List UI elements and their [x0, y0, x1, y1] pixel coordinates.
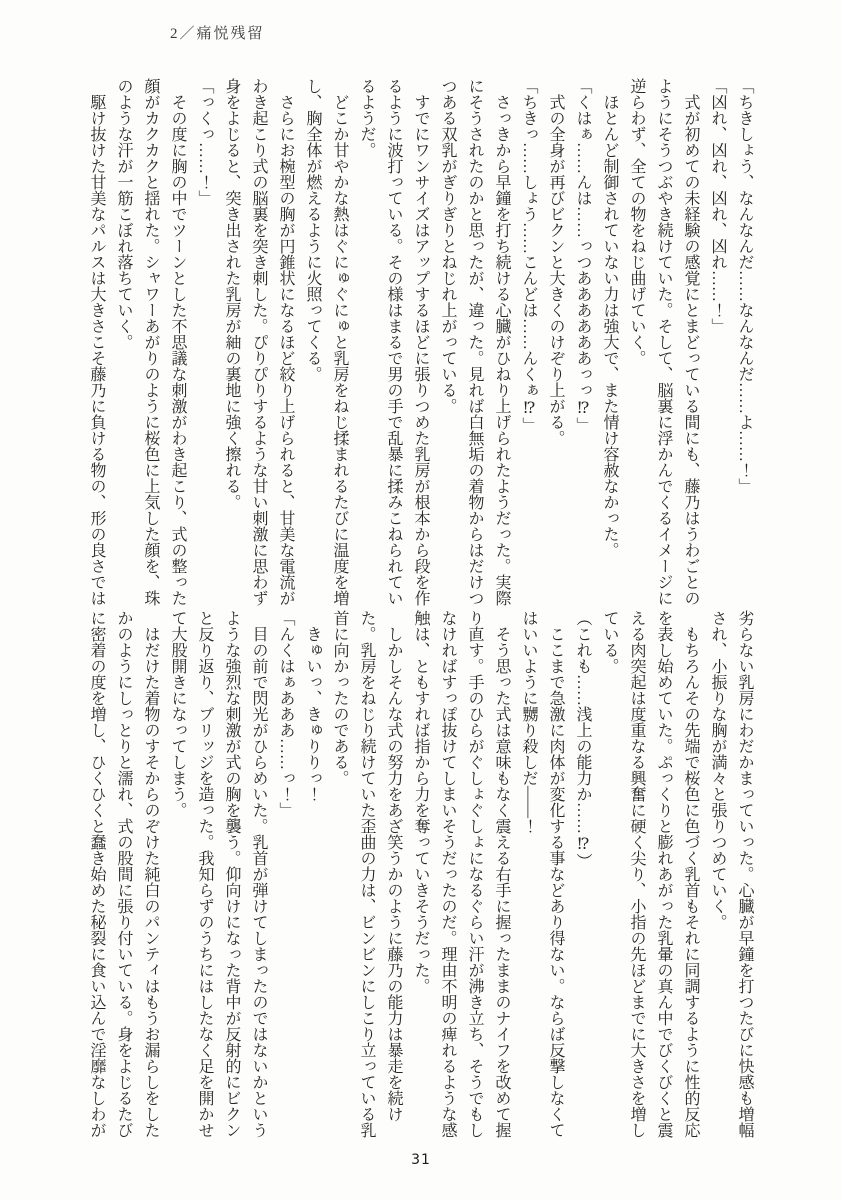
text-line: され、小振りな胸が満々と張りつめていく。	[709, 610, 726, 930]
text-line: ほとんど制御されていない力は強大で、また情け容赦なかった。	[601, 78, 618, 558]
text-line: 式が初めての未経験の感覚にとまどっている間にも、藤乃はうわごとの	[682, 78, 699, 606]
text-line: 「っくっ……！」	[196, 78, 213, 206]
text-line: すでにワンサイズはアップするほどに張りつめた乳房が根本から段を作	[412, 78, 429, 606]
text-line: はいいように嬲り殺しだ——！	[520, 610, 537, 834]
text-block-upper	[83, 78, 758, 608]
text-line: かのようにしっとりと濡れ、式の股間に張り付いている。身をよじるたび	[115, 610, 132, 1138]
text-line: どこか甘やかな熱はぐにゅぐにゅと乳房をねじ揉まれるたびに温度を増	[331, 78, 348, 606]
text-line: もちろんその先端で桜色に色づく乳首もそれに同調するように性的反応	[682, 610, 699, 1138]
text-line: り直す。手のひらがぐしょぐしょになるぐらい汗が沸き立ち、そうでもし	[466, 610, 483, 1138]
text-line: 「くはぁ……んは……っつああああああっっ⁉」	[574, 78, 591, 433]
text-line: はだけた着物のすそからのぞけた純白のパンティはもうお漏らしをした	[142, 610, 159, 1138]
text-line: と反り返り、ブリッジを造った。我知らずのうちにはしたなく足を開かせ	[196, 610, 213, 1138]
text-line: 劣らない乳房にわだかまっていった。心臓が早鐘を打つたびに快感も増幅	[736, 610, 753, 1138]
text-line: きゅいっ、きゅりりっ！	[304, 610, 321, 802]
text-line: 駆け抜けた甘美なパルスは大きさこそ藤乃に負ける物の、形の良さでは	[88, 78, 105, 606]
text-line: し、胸全体が燃えるように火照ってくる。	[304, 78, 321, 382]
text-line: に密着の度を増し、ひくひくと蠢き始めた秘裂に食い込んで淫靡なしわが	[88, 610, 105, 1138]
text-line: た。乳房をねじり続けていた歪曲の力は、ビンビンにしこり立っている乳	[358, 610, 375, 1138]
text-line: 式の全身が再びビクンと大きくのけぞり上がる。	[547, 78, 564, 446]
text-line: にそうされたのかと思ったが、違った。見れば白無垢の着物からはだけつ	[466, 78, 483, 606]
text-line: 目の前で閃光がひらめいた。乳首が弾けてしまったのではないかという	[250, 610, 267, 1138]
text-line: さらにお椀型の胸が円錐状になるほど絞り上げられると、甘美な電流が	[277, 78, 294, 606]
text-line: さっきから早鐘を打ち続ける心臓がひねり上げられたようだった。実際	[493, 78, 510, 606]
text-line: を表し始めていた。ぷっくりと膨れあがった乳暈の真ん中でびくびくと震	[655, 610, 672, 1138]
text-line: 「ちきっ……しょう……こんどは……んくぁ⁉」	[520, 78, 537, 433]
text-line: ここまで急激に肉体が変化する事などあり得ない。ならば反撃しなくて	[547, 610, 564, 1138]
text-line: える肉突起は度重なる興奮に硬く尖り、小指の先ほどまでに大きさを増し	[628, 610, 645, 1138]
text-line: 身をよじると、突き出された乳房が紬の裏地に強く擦れる。	[223, 78, 240, 510]
text-line: なければすっぽ抜けてしまいそうだったのだ。理由不明の痺れるような感	[439, 610, 456, 1138]
chapter-header: 2／痛悦残留	[170, 26, 265, 42]
text-line: ような強烈な刺激が式の胸を襲う。仰向けになった背中が反射的にビクン	[223, 610, 240, 1138]
text-block-lower	[83, 610, 758, 1140]
text-line: そう思った式は意味もなく震える右手に握ったままのナイフを改めて握	[493, 610, 510, 1138]
text-line: 触は、ともすれば指から力を奪っていきそうだった。	[412, 610, 429, 994]
text-line: るようだ。	[358, 78, 375, 158]
text-line: 逆らわず、全ての物をねじ曲げていく。	[628, 78, 645, 366]
text-line: るように波打っている。その様はまるで男の手で乱暴に揉みこねられてい	[385, 78, 402, 606]
text-line: 「凶れ、凶れ、凶れ、凶れ……！」	[709, 78, 726, 334]
text-line: しかしそんな式の努力をあざ笑うかのように藤乃の能力は暴走を続け	[385, 610, 402, 1122]
page-number: 31	[411, 1152, 431, 1168]
text-line: その度に胸の中でツーンとした不思議な刺激がわき起こり、式の整った	[169, 78, 186, 606]
text-line: つある双乳がぎりぎりとねじれ上がっている。	[439, 78, 456, 414]
text-line: のような汗が一筋こぼれ落ちていく。	[115, 78, 132, 350]
text-line: て大股開きになってしまう。	[169, 610, 186, 818]
text-line: ようにそうつぶやき続けていた。そして、脳裏に浮かんでくるイメージに	[655, 78, 672, 606]
text-line: 「ちきしょう、なんなんだ……なんなんだ……よ……！」	[736, 78, 753, 494]
text-line: ている。	[601, 610, 618, 674]
text-line: 首に向かったのである。	[331, 610, 348, 786]
text-line: わき起こり式の脳裏を突き刺した。ぴりぴりするような甘い刺激に思わず	[250, 78, 267, 606]
text-line: 「んくはぁあああ……っ！」	[277, 610, 294, 818]
text-line: 顔がカクカクと揺れた。シャワーあがりのように桜色に上気した顔を、珠	[142, 78, 159, 606]
text-line: （これも……浅上の能力か……⁉）	[574, 610, 591, 869]
